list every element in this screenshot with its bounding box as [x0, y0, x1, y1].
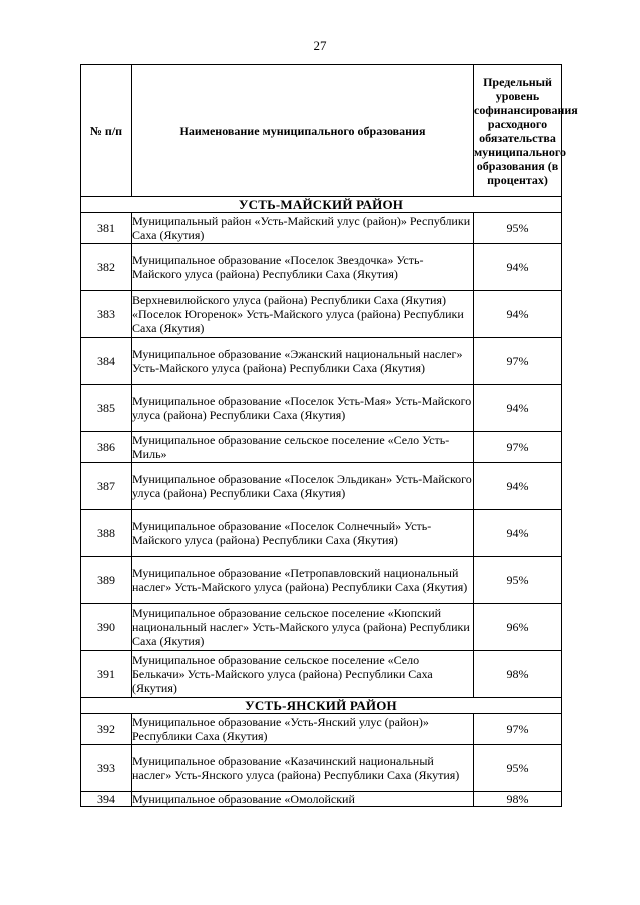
district-row	[81, 197, 562, 213]
row-percent: 96%	[474, 604, 562, 651]
row-name: Муниципальное образование сельское поселение «Село Белькачи» Усть-Майского улуса (района) Республики Саха (Якутия)	[132, 651, 474, 698]
district-title: УСТЬ-ЯНСКИЙ РАЙОН	[81, 698, 562, 714]
row-name: Муниципальное образование «Омолойский	[132, 792, 474, 807]
row-name: Муниципальное образование «Казачинский национальный наслег» Усть-Янского улуса (района) Республики Саха (Якутия)	[132, 745, 474, 792]
table-row	[81, 714, 562, 745]
table-row	[81, 244, 562, 291]
row-number: 392	[81, 714, 132, 745]
row-name: Муниципальное образование «Поселок Звездочка» Усть-Майского улуса (района) Республики Саха (Якутия)	[132, 244, 474, 291]
row-percent: 97%	[474, 432, 562, 463]
row-number: 394	[81, 792, 132, 807]
row-percent: 97%	[474, 714, 562, 745]
row-number: 385	[81, 385, 132, 432]
table-row	[81, 291, 562, 338]
table-row	[81, 385, 562, 432]
table-row	[81, 745, 562, 792]
row-name: Муниципальное образование «Усть-Янский улус (район)» Республики Саха (Якутия)	[132, 714, 474, 745]
row-percent: 98%	[474, 651, 562, 698]
table-row	[81, 604, 562, 651]
header-number: № п/п	[81, 65, 132, 197]
row-number: 383	[81, 291, 132, 338]
row-number: 391	[81, 651, 132, 698]
row-number: 389	[81, 557, 132, 604]
row-name: Муниципальное образование «Поселок Солнечный» Усть-Майского улуса (района) Республики Саха (Якутия)	[132, 510, 474, 557]
page-number: 27	[313, 38, 327, 53]
table-row	[81, 510, 562, 557]
row-percent: 94%	[474, 385, 562, 432]
row-name: Муниципальное образование сельское поселение «Село Усть-Миль»	[132, 432, 474, 463]
row-percent: 95%	[474, 745, 562, 792]
row-number: 388	[81, 510, 132, 557]
row-percent: 94%	[474, 244, 562, 291]
district-row	[81, 698, 562, 714]
row-percent: 95%	[474, 213, 562, 244]
table-row	[81, 213, 562, 244]
row-name: Муниципальное образование «Эжанский национальный наслег» Усть-Майского улуса (района) Республики Саха (Якутия)	[132, 338, 474, 385]
row-number: 387	[81, 463, 132, 510]
header-percent: Предельный уровень софинансирования расходного обязательства муниципального образования (в процентах)	[474, 65, 562, 197]
row-number: 381	[81, 213, 132, 244]
table-row	[81, 651, 562, 698]
table-header-row	[81, 65, 562, 197]
table-row	[81, 557, 562, 604]
row-number: 390	[81, 604, 132, 651]
row-percent: 94%	[474, 510, 562, 557]
header-name: Наименование муниципального образования	[132, 65, 474, 197]
row-percent: 94%	[474, 291, 562, 338]
row-number: 386	[81, 432, 132, 463]
row-name: Муниципальное образование сельское поселение «Кюпский национальный наслег» Усть-Майского улуса (района) Республики Саха (Якутия)	[132, 604, 474, 651]
table-row	[81, 792, 562, 807]
row-number: 384	[81, 338, 132, 385]
row-number: 382	[81, 244, 132, 291]
row-percent: 94%	[474, 463, 562, 510]
row-name: Муниципальное образование «Поселок Эльдикан» Усть-Майского улуса (района) Республики Саха (Якутия)	[132, 463, 474, 510]
table-row	[81, 338, 562, 385]
table-row	[81, 463, 562, 510]
row-name: Муниципальное образование «Поселок Усть-Мая» Усть-Майского улуса (района) Республики Саха (Якутия)	[132, 385, 474, 432]
row-percent: 97%	[474, 338, 562, 385]
row-name: Муниципальное образование «Петропавловский национальный наслег» Усть-Майского улуса (района) Республики Саха (Якутия)	[132, 557, 474, 604]
table-row	[81, 432, 562, 463]
row-percent: 95%	[474, 557, 562, 604]
row-percent: 98%	[474, 792, 562, 807]
row-name: Верхневилюйского улуса (района) Республики Саха (Якутия) «Поселок Югоренок» Усть-Майского улуса (района) Республики Саха (Якутия)	[132, 291, 474, 338]
cofinancing-table	[80, 64, 578, 807]
district-title: УСТЬ-МАЙСКИЙ РАЙОН	[81, 197, 562, 213]
row-name: Муниципальный район «Усть-Майский улус (район)» Республики Саха (Якутия)	[132, 213, 474, 244]
row-number: 393	[81, 745, 132, 792]
